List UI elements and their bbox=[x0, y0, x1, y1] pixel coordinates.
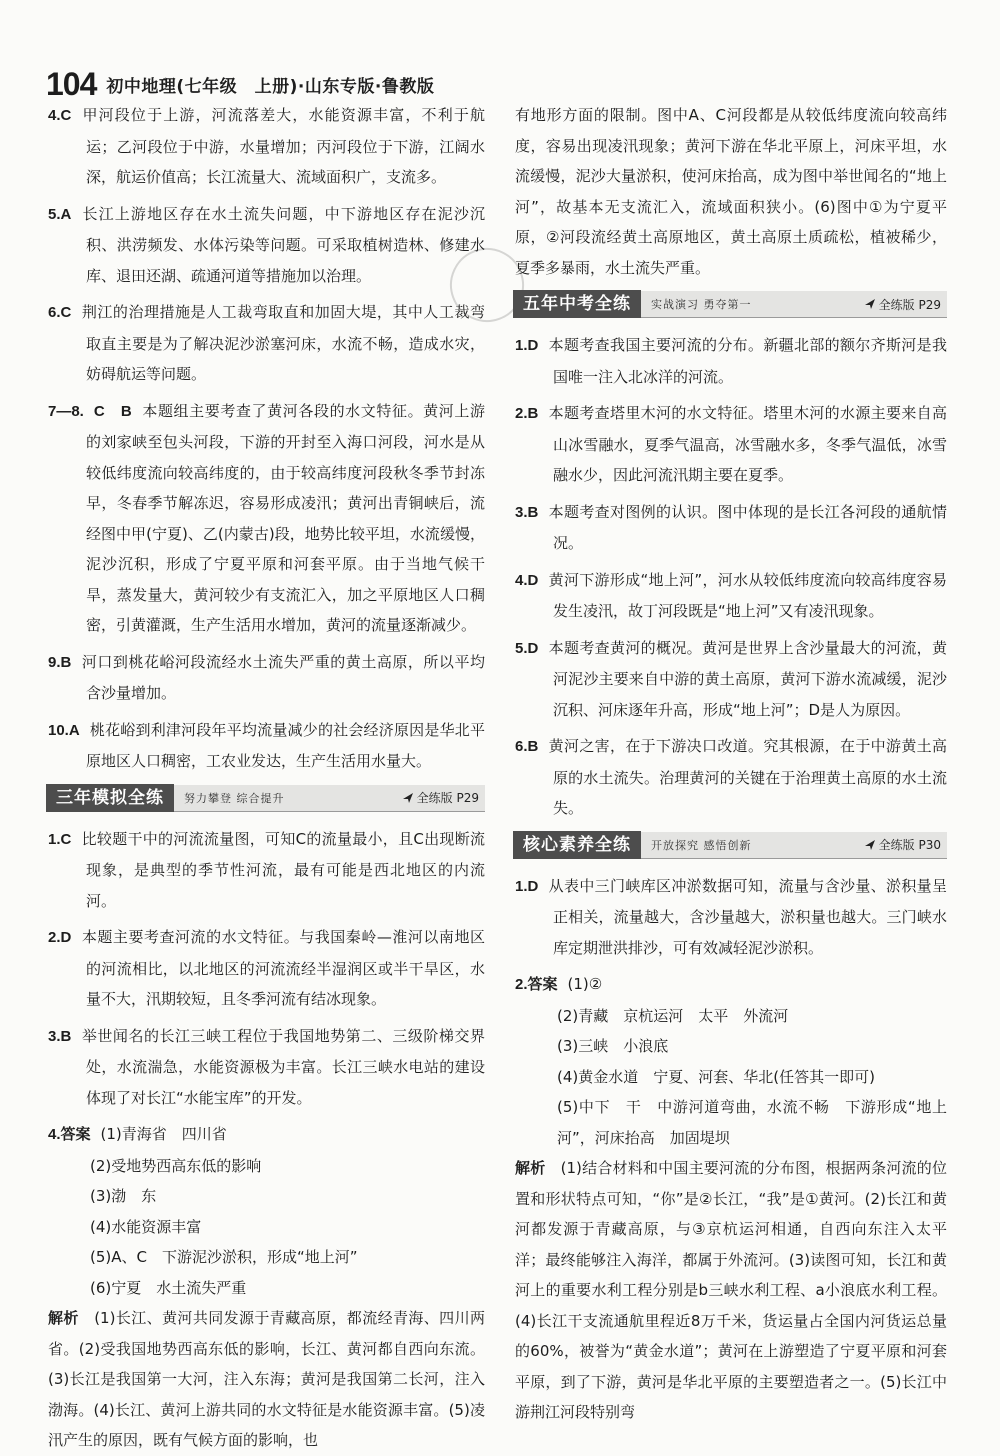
answer-h2: 2.答案 (1)② (2)青藏 京杭运河 太平 外流河 (3)三峡 小浪底 (4)黄金水道 宁夏、河套、华北(任答其一即可) (5)中下 干 中游河道弯曲，水流不畅 下游形成“地上河”，河床抬高 加固堤坝 解析 (1)结合材料和中国主要河流的分布图，根据两条河流的位置和形状特点可知，“你”是②长江，“我”是①黄河。(2)长江和黄河都发源于青藏高原，与③京杭运河相通，自西向东注入太平洋；最终能够注入海洋，都属于外流河。(3)读图可知，长江和黄河上的重要水利工程分别是b三峡水利工程、a小浪底水利工程。(4)长江干支流通航里程近8万千米，货运量占全国内河货运总量的60%，被誉为“黄金水道”；黄河在上游塑造了宁夏平原和河套平原，到了下游，黄河是华北平原的主要塑造者之一。(5)长江中游荆江河段特别弯 bbox=[515, 975, 947, 1421]
answer-q7-8: 7—8. C B 本题组主要考查了黄河各段的水文特征。黄河上游的刘家峡至包头河段，下游的开封至入海口河段，河水是从较低纬度流向较高纬度的，由于较高纬度河段秋冬季节封冻早，冬春季节解冻迟，容易形成凌汛；黄河出青铜峡后，流经图中甲(宁夏)、乙(内蒙古)段，地势比较平坦，水流缓慢，泥沙沉积，形成了宁夏平原和河套平原。由于当地气候干旱，蒸发量大，黄河较少有支流汇入，加之平原地区人口稠密，引黄灌溉，生产生活用水增加，黄河的流量逐渐减少。 bbox=[48, 401, 485, 634]
answer-z6: 6.B 黄河之害，在于下游决口改道。究其根源，在于中游黄土高原的水土流失。治理黄河的关键在于治理黄土高原的水土流失。 bbox=[515, 737, 947, 817]
section-subtitle: 努力攀登 综合提升 bbox=[184, 791, 285, 805]
section-header-core bbox=[515, 832, 947, 859]
section-ref: 全练版 P29 bbox=[402, 789, 479, 806]
answer-z5: 5.D 本题考查黄河的概况。黄河是世界上含沙量最大的河流，黄河泥沙主要来自中游的黄土高原，黄河下游水流减缓，泥沙沉积、河床逐年升高，形成“地上河”；D是人为原因。 bbox=[515, 638, 947, 719]
page-header bbox=[46, 60, 966, 100]
right-column bbox=[515, 100, 947, 1434]
page-title: 初中地理(七年级 上册)·山东专版·鲁教版 bbox=[106, 77, 435, 97]
section-subtitle: 开放探究 感悟创新 bbox=[651, 838, 752, 852]
answer-q4: 4.C 甲河段位于上游，河流落差大，水能资源丰富，不利于航运；乙河段位于中游，水量增加；丙河段位于下游，江阔水深，航运价值高；长江流量大、流域面积广，支流多。 bbox=[48, 106, 485, 186]
section-ref: 全练版 P29 bbox=[864, 296, 941, 313]
answer-q5: 5.A 长江上游地区存在水土流失问题，中下游地区存在泥沙沉积、洪涝频发、水体污染等问题。可采取植树造林、修建水库、退田还湖、疏通河道等措施加以治理。 bbox=[48, 204, 485, 285]
answer-m1: 1.C 比较题干中的河流流量图，可知C的流量最小，且C出现断流现象，是典型的季节性河流，最有可能是西北地区的内流河。 bbox=[48, 829, 485, 910]
section-ref: 全练版 P30 bbox=[864, 836, 941, 853]
answer-q6: 6.C 荆江的治理措施是人工裁弯取直和加固大堤，其中人工裁弯取直主要是为了解决泥沙淤塞河床，水流不畅，造成水灾，妨碍航运等问题。 bbox=[48, 303, 485, 383]
answer-h1: 1.D 从表中三门峡库区冲淤数据可知，流量与含沙量、淤积量呈正相关，流量越大，含沙量越大，淤积量也越大。三门峡水库定期泄洪排沙，可有效减轻泥沙淤积。 bbox=[515, 876, 947, 957]
answer-m3: 3.B 举世闻名的长江三峡工程位于我国地势第二、三级阶梯交界处，水流湍急，水能资源极为丰富。长江三峡水电站的建设体现了对长江“水能宝库”的开发。 bbox=[48, 1026, 485, 1107]
answer-z1: 1.D 本题考查我国主要河流的分布。新疆北部的额尔齐斯河是我国唯一注入北冰洋的河流。 bbox=[515, 336, 947, 386]
left-column bbox=[48, 100, 485, 1456]
answer-q9: 9.B 河口到桃花峪河段流经水土流失严重的黄土高原，所以平均含沙量增加。 bbox=[48, 652, 485, 702]
section-title: 核心素养全练 bbox=[513, 831, 641, 859]
section-header-mock bbox=[48, 785, 485, 812]
section-title: 五年中考全练 bbox=[513, 290, 641, 318]
arrow-icon bbox=[864, 298, 876, 310]
answer-m2: 2.D 本题主要考查河流的水文特征。与我国秦岭—淮河以南地区的河流相比，以北地区的河流流经半湿润区或半干旱区，水量不大，汛期较短，且冬季河流有结冰现象。 bbox=[48, 928, 485, 1008]
section-title: 三年模拟全练 bbox=[46, 784, 174, 812]
page-number: 104 bbox=[46, 66, 97, 102]
section-header-exam bbox=[515, 291, 947, 318]
answer-z3: 3.B 本题考查对图例的认识。图中体现的是长江各河段的通航情况。 bbox=[515, 502, 947, 552]
answer-z4: 4.D 黄河下游形成“地上河”，河水从较低纬度流向较高纬度容易发生凌汛，故丁河段既是“地上河”又有凌汛现象。 bbox=[515, 570, 947, 620]
answer-q10: 10.A 桃花峪到利津河段年平均流量减少的社会经济原因是华北平原地区人口稠密，工农业发达，生产生活用水量大。 bbox=[48, 720, 485, 770]
arrow-icon bbox=[864, 839, 876, 851]
arrow-icon bbox=[402, 792, 414, 804]
answer-m4: 4.答案 (1)青海省 四川省 (2)受地势西高东低的影响 (3)渤 东 (4)水能资源丰富 (5)A、C 下游泥沙淤积，形成“地上河” (6)宁夏 水土流失严重 解析 (1)长江、黄河共同发源于青藏高原，都流经青海、四川两省。(2)受我国地势西高东低的影响，长江、黄河都自西向东流。(3)长江是我国第一大河，注入东海；黄河是我国第二长河，注入渤海。(4)长江、黄河上游共同的水文特征是水能资源丰富。(5)凌汛产生的原因，既有气候方面的影响，也 bbox=[48, 1125, 485, 1449]
analysis-continuation: 有地形方面的限制。图中A、C河段都是从较低纬度流向较高纬度，容易出现凌汛现象；黄河下游在华北平原上，河床平坦，水流缓慢，泥沙大量淤积，使河床抬高，成为图中举世闻名的“地上河”，故基本无支流汇入，流域面积狭小。(6)图中①为宁夏平原，②河段流经黄土高原地区，黄土高原土质疏松，植被稀少，夏季多暴雨，水土流失严重。 bbox=[515, 106, 947, 277]
answer-z2: 2.B 本题考查塔里木河的水文特征。塔里木河的水源主要来自高山冰雪融水，夏季气温高，冰雪融水多，冬季气温低，冰雪融水少，因此河流汛期主要在夏季。 bbox=[515, 404, 947, 484]
section-subtitle: 实战演习 勇夺第一 bbox=[651, 298, 752, 311]
